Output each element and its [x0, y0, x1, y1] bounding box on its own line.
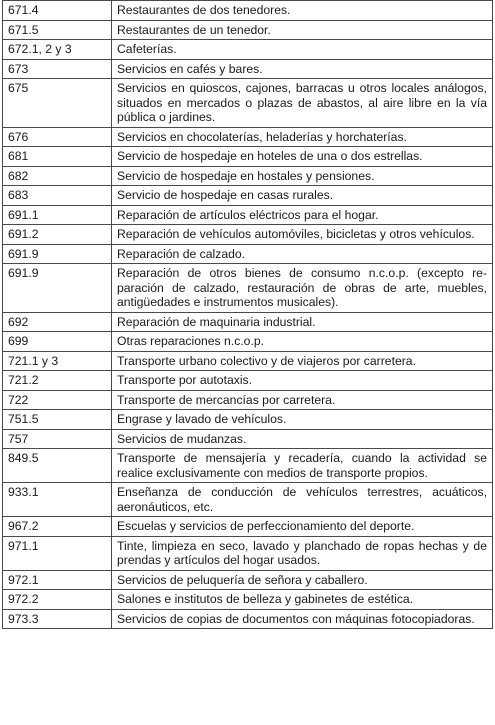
activity-code-cell: 721.2 [3, 371, 112, 391]
table-row [3, 570, 493, 590]
activity-code-cell: 673 [3, 59, 112, 79]
activity-code-cell: 681 [3, 147, 112, 167]
table-row [3, 371, 493, 391]
activity-code-cell: 751.5 [3, 410, 112, 430]
activity-code-cell: 721.1 y 3 [3, 351, 112, 371]
activity-code-cell: 971.1 [3, 536, 112, 570]
activity-description-cell: Restaurantes de dos tenedores. [112, 1, 493, 21]
activity-description-cell: Reparación de calzado. [112, 244, 493, 264]
activity-description-cell: Tinte, limpieza en seco, lavado y planchado de ropas hechas y de prendas y artículos del hogar usados. [112, 536, 493, 570]
table-row [3, 483, 493, 517]
table-row [3, 609, 493, 629]
activity-code-cell: 757 [3, 429, 112, 449]
activity-description-cell: Salones e institutos de belleza y gabinetes de estética. [112, 590, 493, 610]
activity-code-cell: 691.1 [3, 205, 112, 225]
activity-description-cell: Transporte por autotaxis. [112, 371, 493, 391]
activity-description-cell: Reparación de maquinaria industrial. [112, 312, 493, 332]
activity-description-cell: Servicio de hospedaje en hostales y pensiones. [112, 166, 493, 186]
table-row [3, 147, 493, 167]
table-row [3, 536, 493, 570]
activity-description-cell: Cafeterías. [112, 40, 493, 60]
table-row [3, 351, 493, 371]
activity-description-cell: Servicio de hospedaje en hoteles de una o dos estrellas. [112, 147, 493, 167]
activity-code-cell: 682 [3, 166, 112, 186]
activity-description-cell: Restaurantes de un tenedor. [112, 20, 493, 40]
activity-code-cell: 692 [3, 312, 112, 332]
activity-description-cell: Otras reparaciones n.c.o.p. [112, 332, 493, 352]
activity-code-cell: 972.2 [3, 590, 112, 610]
activity-code-cell: 722 [3, 390, 112, 410]
activity-description-cell: Transporte de mercancías por carretera. [112, 390, 493, 410]
activity-description-cell: Servicios de copias de documentos con máquinas fotocopiadoras. [112, 609, 493, 629]
activity-description-cell: Servicios en quioscos, cajones, barracas u otros locales análogos, situados en mercados o plazas de abastos, al aire libre en la vía pública o jardines. [112, 79, 493, 128]
table-row [3, 264, 493, 313]
table-row [3, 166, 493, 186]
activity-description-cell: Transporte urbano colectivo y de viajeros por carretera. [112, 351, 493, 371]
activity-code-cell: 672.1, 2 y 3 [3, 40, 112, 60]
activity-code-cell: 691.9 [3, 244, 112, 264]
table-body [3, 1, 493, 629]
activity-code-cell: 675 [3, 79, 112, 128]
activity-code-cell: 849.5 [3, 449, 112, 483]
table-row [3, 40, 493, 60]
table-row [3, 312, 493, 332]
activity-description-cell: Reparación de artículos eléctricos para el hogar. [112, 205, 493, 225]
activity-code-cell: 967.2 [3, 517, 112, 537]
activity-code-cell: 973.3 [3, 609, 112, 629]
table-row [3, 225, 493, 245]
table-row [3, 244, 493, 264]
activity-description-cell: Reparación de otros bienes de consumo n.c.o.p. (excepto reparación de calzado, restauración de obras de arte, muebles, antigüedades e instrumentos musicales). [112, 264, 493, 313]
activity-description-cell: Transporte de mensajería y recadería, cuando la actividad se realice exclusivamente con medios de transporte propios. [112, 449, 493, 483]
activity-description-cell: Reparación de vehículos automóviles, bicicletas y otros vehículos. [112, 225, 493, 245]
table-row [3, 59, 493, 79]
table-row [3, 127, 493, 147]
activity-description-cell: Servicios de peluquería de señora y caballero. [112, 570, 493, 590]
activity-code-cell: 972.1 [3, 570, 112, 590]
table-row [3, 449, 493, 483]
activity-description-cell: Servicios en cafés y bares. [112, 59, 493, 79]
activity-description-cell: Servicio de hospedaje en casas rurales. [112, 186, 493, 206]
activity-description-cell: Engrase y lavado de vehículos. [112, 410, 493, 430]
table-row [3, 517, 493, 537]
activity-code-cell: 691.9 [3, 264, 112, 313]
activity-code-cell: 676 [3, 127, 112, 147]
table-row [3, 79, 493, 128]
activity-description-cell: Servicios en chocolaterías, heladerías y horchaterías. [112, 127, 493, 147]
table-row [3, 410, 493, 430]
table-row [3, 332, 493, 352]
table-row [3, 20, 493, 40]
table-row [3, 390, 493, 410]
activity-description-cell: Escuelas y servicios de perfeccionamiento del deporte. [112, 517, 493, 537]
activity-codes-table [2, 0, 493, 629]
activity-code-cell: 671.5 [3, 20, 112, 40]
table-row [3, 429, 493, 449]
table-row [3, 590, 493, 610]
activity-description-cell: Servicios de mudanzas. [112, 429, 493, 449]
activity-code-cell: 691.2 [3, 225, 112, 245]
activity-code-cell: 671.4 [3, 1, 112, 21]
activity-code-cell: 699 [3, 332, 112, 352]
table-row [3, 1, 493, 21]
activity-code-cell: 683 [3, 186, 112, 206]
activity-code-cell: 933.1 [3, 483, 112, 517]
table-row [3, 186, 493, 206]
activity-description-cell: Enseñanza de conducción de vehículos terrestres, acuáticos, aeronáuticos, etc. [112, 483, 493, 517]
table-row [3, 205, 493, 225]
